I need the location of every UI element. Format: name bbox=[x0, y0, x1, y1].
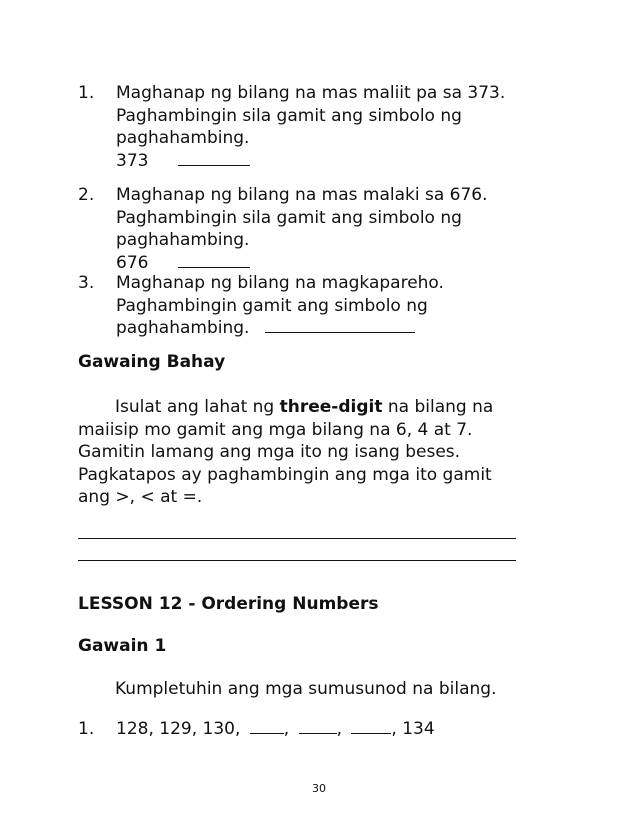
question-1-answer-blank[interactable] bbox=[178, 150, 250, 166]
instruction-bold-term: three-digit bbox=[279, 397, 383, 417]
instruction-line-2: maiisip mo gamit ang mga bilang na 6, 4 at 7. bbox=[78, 419, 473, 440]
ordering-exercise-1: 1. 128, 129, 130, , , , 134 bbox=[78, 719, 435, 739]
question-1-number: 1. bbox=[78, 83, 95, 103]
question-1-line-1: Maghanap ng bilang na mas maliit pa sa 373. bbox=[116, 83, 506, 103]
question-3-line-1: Maghanap ng bilang na magkapareho. bbox=[116, 273, 444, 293]
question-2-value: 676 bbox=[116, 252, 149, 273]
question-2-line-2: Paghambingin sila gamit ang simbolo ng bbox=[116, 207, 462, 228]
question-3-answer-blank[interactable] bbox=[265, 317, 415, 333]
question-2 bbox=[78, 184, 558, 274]
question-3 bbox=[78, 272, 558, 340]
question-1-line-2: Paghambingin sila gamit ang simbolo ng bbox=[116, 105, 462, 126]
exercise-1-blank-3[interactable] bbox=[351, 718, 391, 734]
instruction-line-5: ang >, < at =. bbox=[78, 487, 203, 507]
gawain-1-heading: Gawain 1 bbox=[78, 636, 167, 656]
gawaing-bahay-heading: Gawaing Bahay bbox=[78, 352, 226, 372]
page-number: 30 bbox=[312, 782, 326, 795]
question-1 bbox=[78, 82, 558, 172]
exercise-1-given-numbers: 128, 129, 130, bbox=[116, 719, 241, 739]
question-3-number: 3. bbox=[78, 273, 95, 293]
question-2-line-1: Maghanap ng bilang na mas malaki sa 676. bbox=[116, 185, 488, 205]
question-3-line-2: Paghambingin gamit ang simbolo ng bbox=[116, 295, 428, 316]
question-2-line-3: paghahambing. bbox=[116, 230, 250, 250]
exercise-1-blank-1[interactable] bbox=[250, 718, 284, 734]
question-1-value: 373 bbox=[116, 150, 149, 171]
instruction-line-1-post: na bilang na bbox=[382, 397, 494, 417]
lesson-title: LESSON 12 - Ordering Numbers bbox=[78, 594, 379, 614]
question-1-line-3: paghahambing. bbox=[116, 128, 250, 148]
gawain-1-instruction-text: Kumpletuhin ang mga sumusunod na bilang. bbox=[115, 679, 497, 699]
gawaing-bahay-instructions bbox=[78, 396, 518, 509]
question-2-answer-blank[interactable] bbox=[178, 252, 250, 268]
gawain-1-instruction bbox=[78, 678, 518, 701]
exercise-1-blank-2[interactable] bbox=[299, 718, 337, 734]
instruction-line-3: Gamitin lamang ang mga ito ng isang beses. bbox=[78, 442, 461, 462]
question-2-number: 2. bbox=[78, 185, 95, 205]
question-3-line-3: paghahambing. bbox=[116, 318, 250, 338]
instruction-line-1-pre: Isulat ang lahat ng bbox=[115, 397, 280, 417]
exercise-1-last-number: 134 bbox=[402, 719, 435, 739]
exercise-1-number: 1. bbox=[78, 719, 95, 739]
instruction-line-4: Pagkatapos ay paghambingin ang mga ito gamit bbox=[78, 464, 492, 485]
answer-line-2[interactable] bbox=[78, 560, 516, 561]
answer-line-1[interactable] bbox=[78, 538, 516, 539]
